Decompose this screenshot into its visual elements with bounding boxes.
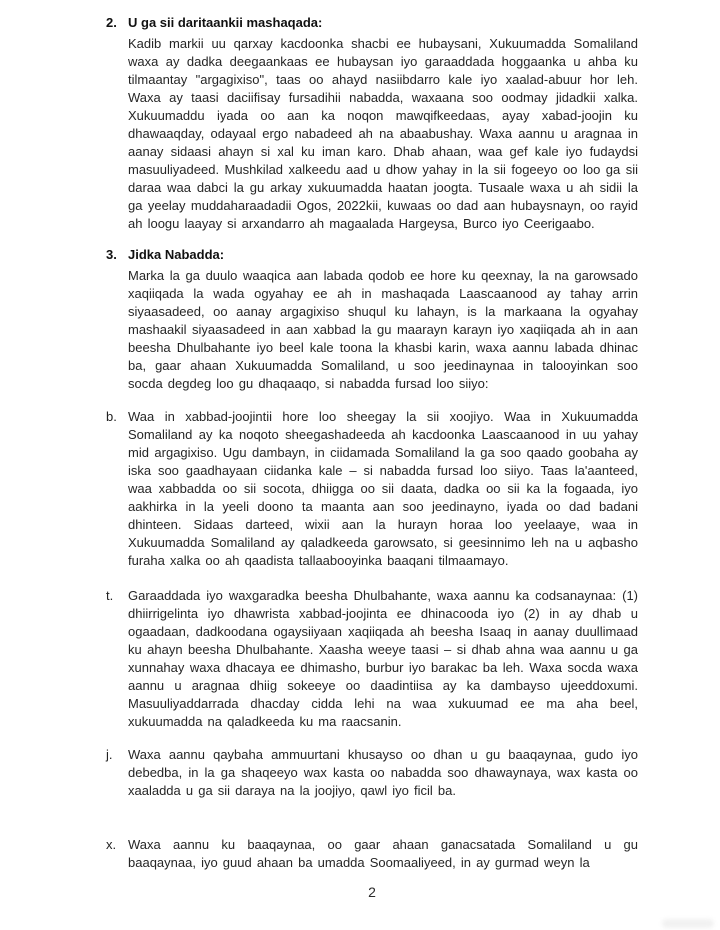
list-item-j-text: Waxa aannu qaybaha ammuurtani khusayso oo dhan u gu baaqaynaa, gudo iyo debedba, in la ga shaqeeyo wax kasta oo nabadda soo dhawaynaya, wax kasta oo xaaladda u ga sii daraya na la joojiyo, qawl iyo ficil ba. <box>128 747 638 798</box>
section-3-body <box>128 246 638 393</box>
list-item-t-body <box>128 587 638 731</box>
section-2-body <box>128 14 638 233</box>
section-2-number: 2. <box>106 15 117 30</box>
section-2-text: Kadib markii uu qarxay kacdoonka shacbi ee hubaysani, Xukuumadda Somaliland waxa ay dadka deegaankaas ee hubaysan iyo garaaddada hoggaanka u ahba ku tilmaantay "argagixiso", taas oo ahayd nasiibdarro kale iyo xaalad-abuur hor leh. Waxa ay taasi daciifisay fursadihii nabadda, waxaana soo oodmay jidadkii xalka. Xukuumaddu iyada oo aan ka noqon mawqifkeedaas, ayay xabad-joojin ku dhawaaqday, odayaal ergo nabadeed ah na abaabushay. Waxa aannu u aragnaa in aanay sidaasi ahayn si xal ku iman karo. Dhab ahaan, waa gef kale iyo fudaydsi masuuliyadeed. Mushkilad xalkeedu aad u dhow yahay in la sii fogeeyo oo loo ga sii daraa waa dabci la gu arkay xukuumadda haatan joogta. Tusaale waxa u ah sidii la ga yeelay muddaharaadadii Ogos, 2022kii, kuwaas oo dad aan hubaysnayn, oo rayid ah loogu laayay si arxandarro ah magaalada Hargeysa, Burco iyo Ceerigaabo. <box>128 36 638 231</box>
list-item-b-body <box>128 408 638 570</box>
list-item-x <box>106 836 638 872</box>
list-item-b <box>106 408 638 570</box>
section-3-number: 3. <box>106 247 117 262</box>
list-item-t <box>106 587 638 731</box>
list-item-x-marker: x. <box>106 837 117 852</box>
list-item-x-text: Waxa aannu ku baaqaynaa, oo gaar ahaan ganacsatada Somaliland u gu baaqaynaa, iyo guud ahaan ba umadda Soomaaliyeed, in ay gurmad weyn la <box>128 837 638 870</box>
section-3-text: Marka la ga duulo waaqica aan labada qodob ee hore ku qeexnay, la na garowsado xaqiiqada la wada ogyahay ee ah in mashaqada Laascaanood ay tahay arrin siyaasadeed, oo aanay argagixiso shuqul ku lahayn, is la markaana la ogyahay mashaakil siyaasadeed in aan xabbad la gu maarayn karayn iyo xaqiiqada ah in aan beesha Dhulbahante iyo beel kale toona la khasbi karin, waxa aannu labada dhinac ba, gaar ahaan Xukuumadda Somaliland, u soo jeedinaynaa in talooyinkan soo socda degdeg loo gu dhaqaaqo, si nabadda fursad loo siiyo: <box>128 268 638 391</box>
corner-smudge-artifact <box>662 919 714 928</box>
section-2 <box>106 14 638 233</box>
list-item-j-body <box>128 746 638 800</box>
section-3-title: Jidka Nabadda: <box>128 247 225 262</box>
list-item-j-marker: j. <box>106 747 113 762</box>
list-item-b-marker: b. <box>106 409 117 424</box>
list-item-t-text: Garaaddada iyo waxgaradka beesha Dhulbahante, waxa aannu ka codsanaynaa: (1) dhiirrigelinta iyo dhawrista xabbad-joojinta ee dhinacooda iyo (2) in ay dhab u ogaadaan, dadkoodana ogaysiiyaan xaqiiqada ah beesha Isaaq in aanay duullimaad ku ahayn beesha Dhulbahante. Xaasha weeye taasi – si dhab ahna waa aannu u ga xunnahay waxa dhacaya ee dhimasho, burbur iyo barakac ba leh. Waxa socda waxa aannu u aragnaa dhiig sokeeye oo daadintiisa ay ka dambayso ujeeddoxumi. Masuuliyaddarrada dhacday cidda lehi na waa xukuumad ee ma aha beel, xukuumadda na qaladkeeda ku ma raacsanin. <box>128 588 638 729</box>
section-3 <box>106 246 638 393</box>
list-item-j <box>106 746 638 800</box>
section-2-title: U ga sii daritaankii mashaqada: <box>128 15 323 30</box>
page-number: 2 <box>368 884 376 900</box>
document-content <box>106 14 638 900</box>
list-item-t-marker: t. <box>106 588 114 603</box>
list-item-x-body <box>128 836 638 872</box>
list-item-b-text: Waa in xabbad-joojintii hore loo sheegay la sii xoojiyo. Waa in Xukuumadda Somaliland ay ka noqoto sheegashadeeda ah kacdoonka Laascaanood in uu yahay mid argagixiso. Ugu dambayn, in ciidamada Somaliland la ga soo qaado goobaha ay iska soo gaadhayaan ciidanka kale – si nabadda fursad loo siiyo. Taas la'aanteed, waa xabbadda oo sii socota, dhiigga oo sii daata, dadka oo sii ka la fogaada, iyo aakhirka in la yeeli doono ta maanta aan soo jeedinayno, iyada oo dad badani dhinteen. Sidaas darteed, wixii aan la hurayn horaa loo yeelaaye, waa in Xukuumadda Somaliland ay qaladkeeda garowsato, si geesinnimo leh na u aqbasho furaha xalka oo ah qaadista tallaabooyinka baaqani tilmaamayo. <box>128 409 638 568</box>
